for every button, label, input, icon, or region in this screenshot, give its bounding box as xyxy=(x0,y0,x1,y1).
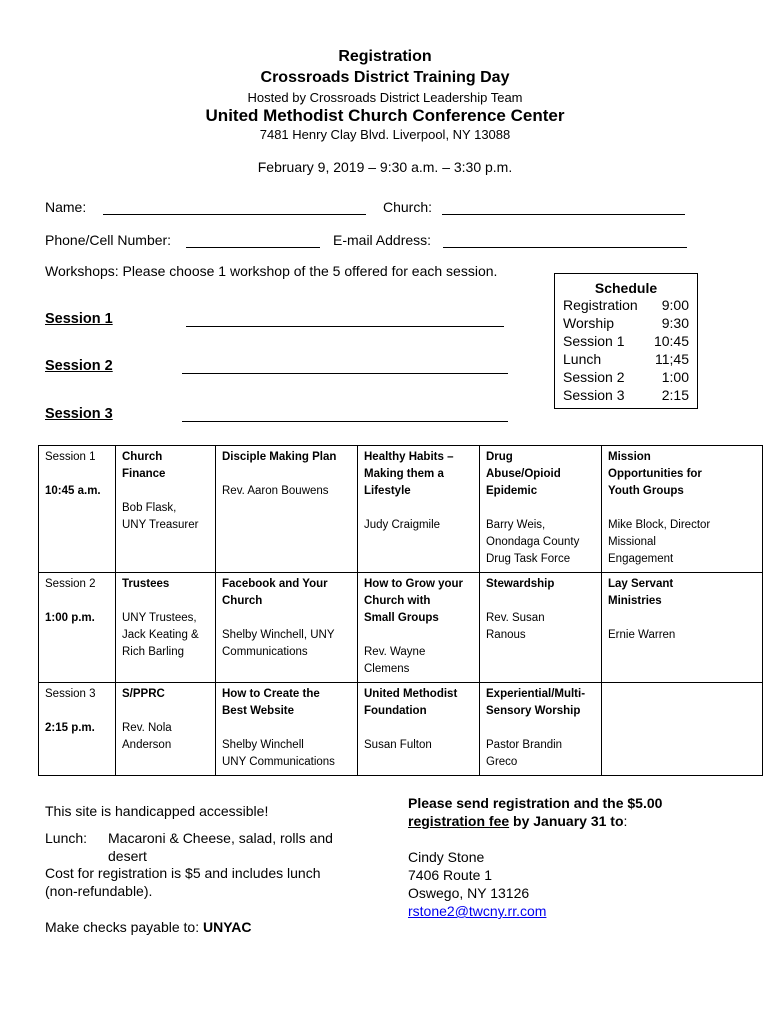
workshops-instruction: Workshops: Please choose 1 workshop of the 5 offered for each session. xyxy=(45,263,498,279)
cost-line2: (non-refundable). xyxy=(45,883,153,899)
workshop-cell: United Methodist Foundation Susan Fulton xyxy=(358,683,480,776)
lunch-menu-line1: Macaroni & Cheese, salad, rolls and xyxy=(108,830,333,846)
checks-payee: UNYAC xyxy=(202,919,252,935)
email-field[interactable] xyxy=(443,247,687,248)
cost-line1: Cost for registration is $5 and includes lunch xyxy=(45,865,321,881)
session3-field[interactable] xyxy=(182,421,508,422)
table-row xyxy=(39,683,763,776)
session1-label: Session 1 xyxy=(45,311,113,327)
name-label: Name: xyxy=(45,199,87,215)
schedule-box xyxy=(554,273,698,409)
session-cell: Session 1 10:45 a.m. xyxy=(39,446,116,573)
lunch-label: Lunch: xyxy=(45,830,88,846)
session1-field[interactable] xyxy=(186,326,504,327)
schedule-row: Worship 9:30 xyxy=(563,315,689,331)
workshop-cell: Experiential/Multi- Sensory Worship Pastor Brandin Greco xyxy=(480,683,602,776)
accessible-note: This site is handicapped accessible! xyxy=(45,803,269,819)
workshops-table xyxy=(38,445,763,776)
contact-email-link[interactable]: rstone2@twcny.rr.com xyxy=(408,903,547,919)
send-instruction-line1: Please send registration and the $5.00 xyxy=(408,795,663,811)
contact-city: Oswego, NY 13126 xyxy=(408,885,530,901)
workshop-cell-empty xyxy=(602,683,763,776)
session2-label: Session 2 xyxy=(45,358,113,374)
schedule-row: Registration 9:00 xyxy=(563,297,689,313)
send-instruction-line2: registration fee by January 31 to: xyxy=(408,813,628,829)
name-field[interactable] xyxy=(103,214,366,215)
workshop-cell: Facebook and Your Church Shelby Winchell, UNY Communications xyxy=(216,573,358,683)
workshop-cell: Lay Servant Ministries Ernie Warren xyxy=(602,573,763,683)
workshop-cell: Church Finance Bob Flask, UNY Treasurer xyxy=(116,446,216,573)
schedule-row: Session 1 10:45 xyxy=(563,333,689,349)
checks-payable: Make checks payable to: UNYAC xyxy=(45,919,252,935)
hosted-by: Hosted by Crossroads District Leadership Team xyxy=(247,90,523,105)
phone-field[interactable] xyxy=(186,247,320,248)
schedule-row: Lunch 11;45 xyxy=(563,351,689,367)
workshop-cell: Drug Abuse/Opioid Epidemic Barry Weis, Onondaga County Drug Task Force xyxy=(480,446,602,573)
church-field[interactable] xyxy=(442,214,685,215)
table-row xyxy=(39,573,763,683)
title-registration: Registration xyxy=(338,48,432,65)
session-cell: Session 3 2:15 p.m. xyxy=(39,683,116,776)
workshop-cell: Healthy Habits – Making them a Lifestyle Judy Craigmile xyxy=(358,446,480,573)
session-cell: Session 2 1:00 p.m. xyxy=(39,573,116,683)
session2-field[interactable] xyxy=(182,373,508,374)
event-date-time: February 9, 2019 – 9:30 a.m. – 3:30 p.m. xyxy=(257,159,513,175)
email-label: E-mail Address: xyxy=(333,232,432,248)
phone-label: Phone/Cell Number: xyxy=(45,232,172,248)
workshop-cell: How to Create the Best Website Shelby Winchell UNY Communications xyxy=(216,683,358,776)
workshop-cell: Stewardship Rev. Susan Ranous xyxy=(480,573,602,683)
schedule-row: Session 2 1:00 xyxy=(563,369,689,385)
workshop-cell: Disciple Making Plan Rev. Aaron Bouwens xyxy=(216,446,358,573)
workshop-cell: S/PPRC Rev. Nola Anderson xyxy=(116,683,216,776)
schedule-title: Schedule xyxy=(594,280,658,296)
contact-street: 7406 Route 1 xyxy=(408,867,493,883)
table-row xyxy=(39,446,763,573)
workshop-cell: Trustees UNY Trustees, Jack Keating & Rich Barling xyxy=(116,573,216,683)
workshop-cell: Mission Opportunities for Youth Groups Mike Block, Director Missional Engagement xyxy=(602,446,763,573)
contact-name: Cindy Stone xyxy=(408,849,485,865)
title-event: Crossroads District Training Day xyxy=(260,69,510,86)
session3-label: Session 3 xyxy=(45,406,113,422)
venue-name: United Methodist Church Conference Center xyxy=(205,106,565,125)
church-label: Church: xyxy=(383,199,433,215)
workshop-cell: How to Grow your Church with Small Groups Rev. Wayne Clemens xyxy=(358,573,480,683)
schedule-row: Session 3 2:15 xyxy=(563,387,689,403)
lunch-menu-line2: desert xyxy=(108,848,147,864)
venue-address: 7481 Henry Clay Blvd. Liverpool, NY 13088 xyxy=(259,127,511,142)
